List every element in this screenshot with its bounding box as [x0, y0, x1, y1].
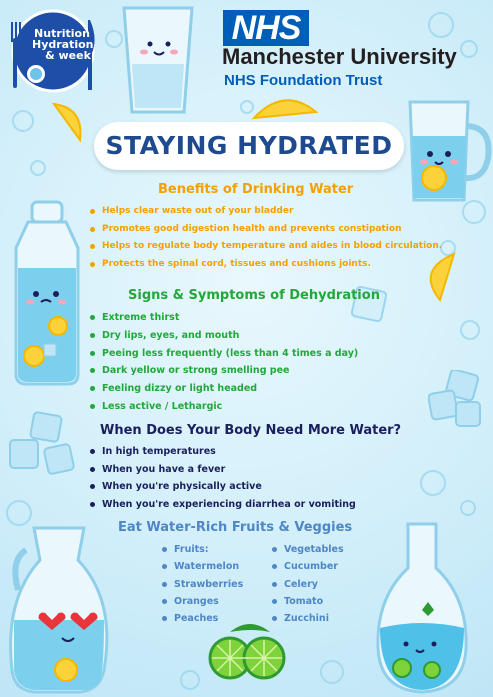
dehydration-signs-heading: Signs & Symptoms of Dehydration: [128, 288, 380, 303]
bubble-decoration: [460, 320, 480, 340]
list-item: Oranges: [162, 593, 243, 610]
bubble-decoration: [460, 500, 476, 516]
bubble-decoration: [30, 160, 46, 176]
lime-slices-icon: [200, 618, 300, 680]
list-item: Fruits:: [162, 541, 243, 558]
list-item: When you're experiencing diarrhea or vomiting: [90, 496, 356, 514]
water-carafe-illustration: [372, 518, 472, 697]
bubble-decoration: [420, 470, 446, 496]
list-item: When you're physically active: [90, 478, 356, 496]
water-bottle-illustration: [8, 198, 86, 388]
benefits-list: [90, 203, 442, 273]
list-item: When you have a fever: [90, 461, 356, 479]
dehydration-signs-list: [90, 309, 358, 416]
bubble-decoration: [320, 660, 344, 684]
list-item: Peeing less frequently (less than 4 times a day): [90, 345, 358, 363]
list-item: Helps clear waste out of your bladder: [90, 203, 442, 221]
trust-subtitle: NHS Foundation Trust: [224, 72, 383, 89]
water-mug-illustration: [400, 96, 493, 206]
lemon-slice-icon: [250, 92, 320, 122]
badge-line-2: Hydration: [32, 38, 94, 51]
fruits-list: [162, 541, 243, 627]
vegetables-list: [272, 541, 344, 627]
water-rich-foods-heading: Eat Water-Rich Fruits & Veggies: [118, 520, 353, 535]
ice-cubes-icon: [6, 410, 86, 480]
ice-cubes-icon: [428, 370, 488, 430]
list-item: Tomato: [272, 593, 344, 610]
list-item: Cucumber: [272, 558, 344, 575]
more-water-list: [90, 443, 356, 513]
benefits-heading: Benefits of Drinking Water: [158, 182, 354, 197]
more-water-heading: When Does Your Body Need More Water?: [100, 423, 402, 438]
list-item: Less active / Lethargic: [90, 398, 358, 416]
list-item: Celery: [272, 576, 344, 593]
list-item: Feeling dizzy or light headed: [90, 380, 358, 398]
bubble-decoration: [428, 12, 454, 38]
list-item: Zucchini: [272, 610, 344, 627]
lemon-slice-icon: [50, 100, 86, 144]
list-item: Peaches: [162, 610, 243, 627]
list-item: Dark yellow or strong smelling pee: [90, 362, 358, 380]
list-item: Protects the spinal cord, tissues and cushions joints.: [90, 256, 442, 274]
bubble-decoration: [180, 670, 200, 690]
nutrition-hydration-week-logo: [10, 8, 96, 94]
badge-line-1: Nutrition: [34, 27, 90, 40]
list-item: Extreme thirst: [90, 309, 358, 327]
title-banner: [94, 122, 404, 170]
list-item: Watermelon: [162, 558, 243, 575]
list-item: Promotes good digestion health and prevents constipation: [90, 221, 442, 239]
trust-name: Manchester University: [222, 44, 457, 69]
nhs-logo: NHS: [223, 10, 309, 46]
list-item: Dry lips, eyes, and mouth: [90, 327, 358, 345]
badge-line-3: & week: [45, 49, 91, 62]
bubble-decoration: [460, 40, 478, 58]
water-jug-illustration: [4, 520, 124, 697]
list-item: In high temperatures: [90, 443, 356, 461]
page-title: STAYING HYDRATED: [105, 131, 393, 160]
list-item: Strawberries: [162, 576, 243, 593]
water-glass-illustration: [118, 4, 198, 116]
bubble-decoration: [12, 110, 34, 132]
list-item: Vegetables: [272, 541, 344, 558]
list-item: Helps to regulate body temperature and aides in blood circulation.: [90, 238, 442, 256]
